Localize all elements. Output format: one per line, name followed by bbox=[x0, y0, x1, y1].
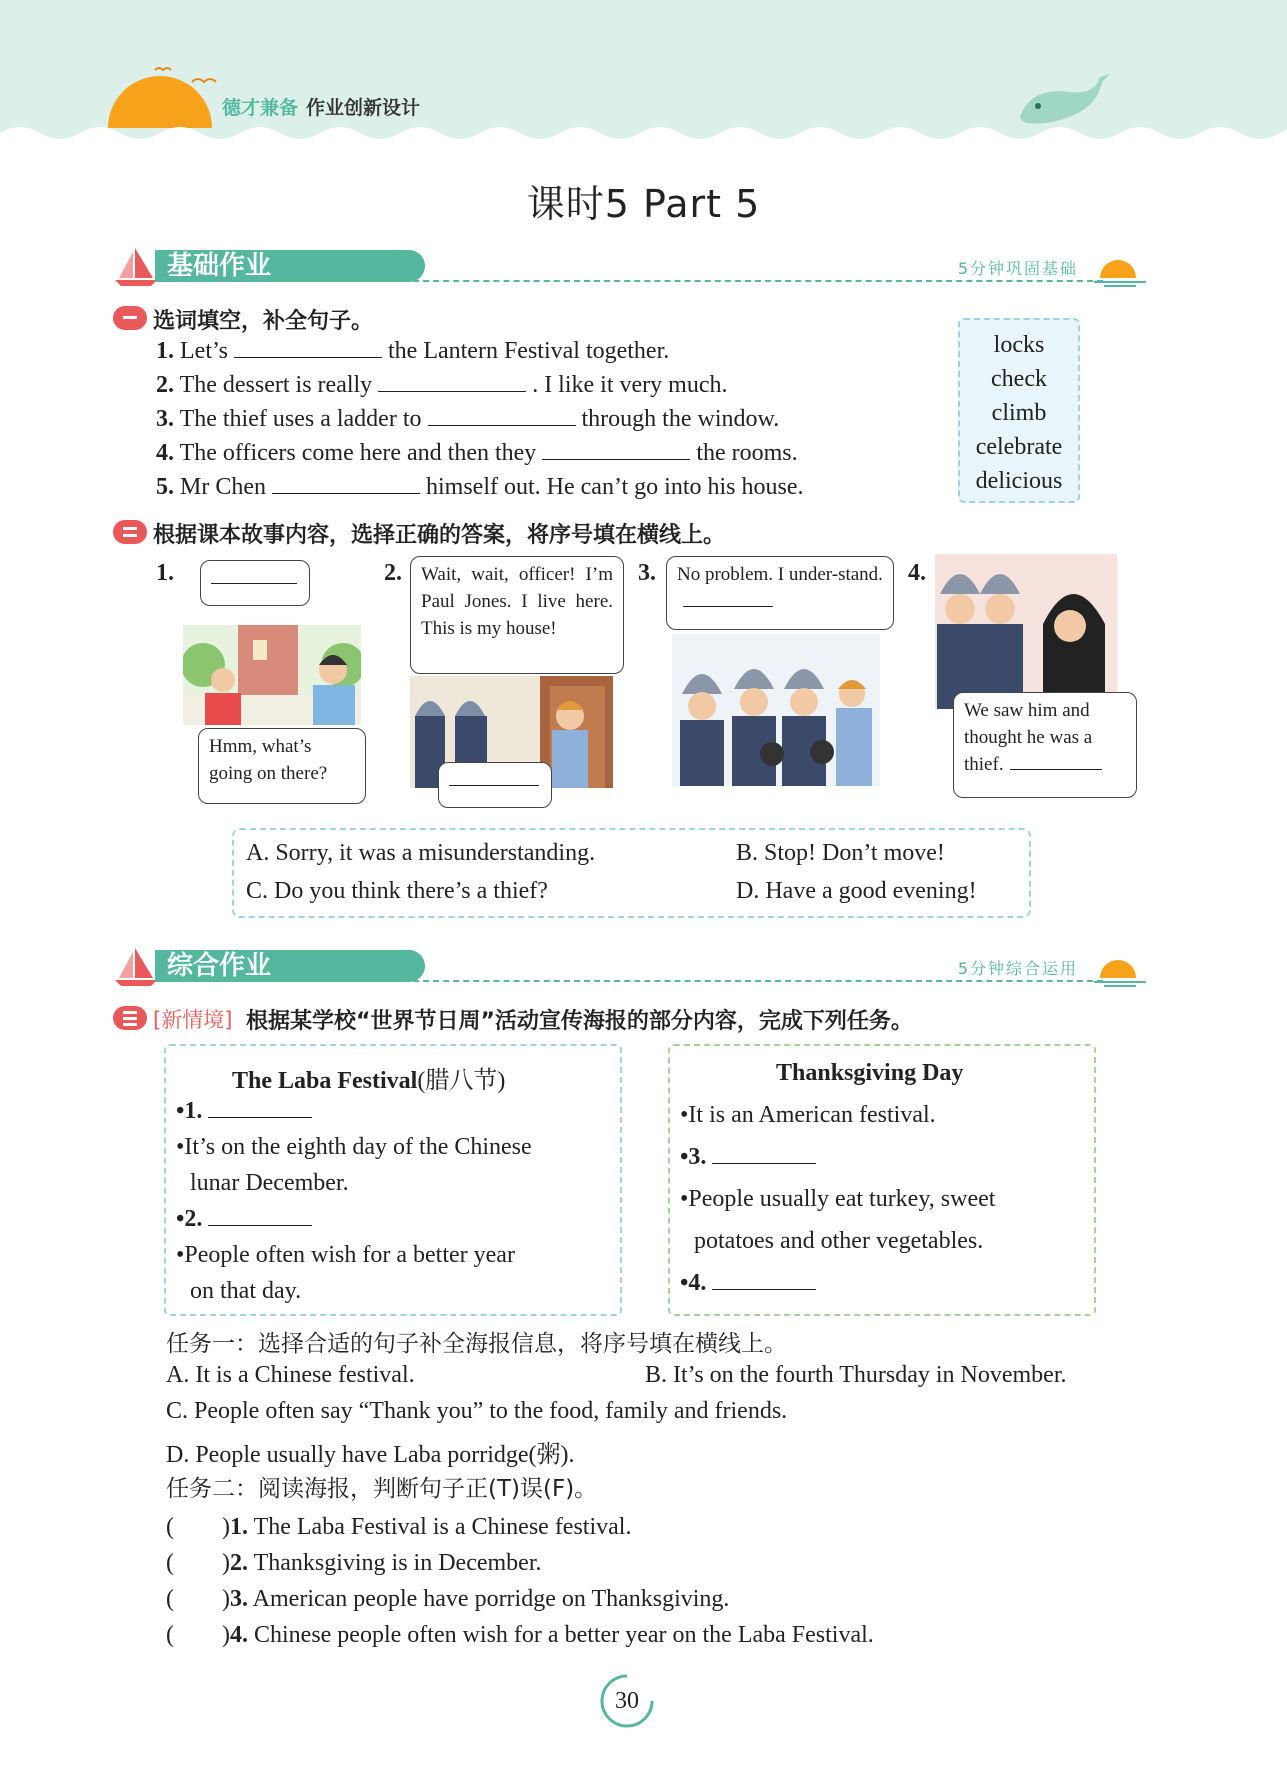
poster-laba bbox=[164, 1044, 622, 1316]
tf-item-3: ( )3. American people have porridge on Thanksgiving. bbox=[166, 1586, 730, 1612]
poster-title: The Laba Festival(腊八节) bbox=[232, 1068, 506, 1094]
poster-line: •People often wish for a better year bbox=[176, 1242, 515, 1268]
poster-line: •It’s on the eighth day of the Chinese bbox=[176, 1134, 532, 1160]
task1-option-d: D. People usually have Laba porridge(粥). bbox=[166, 1442, 575, 1468]
brand-dark: 作业创新设计 bbox=[306, 97, 421, 119]
poster-line: •It is an American festival. bbox=[680, 1102, 936, 1128]
page-number: 30 bbox=[615, 1688, 639, 1714]
dashed-divider bbox=[413, 980, 1103, 982]
q2-heading: 根据课本故事内容，选择正确的答案，将序号填在横线上。 bbox=[153, 523, 726, 548]
q1-item-4: 4. The officers come here and then they the rooms. bbox=[156, 440, 798, 466]
speech-bubble-3: No problem. I under-stand. bbox=[666, 556, 894, 630]
poster-line: •People usually eat turkey, sweet bbox=[680, 1186, 996, 1212]
q1-item-5: 5. Mr Chen himself out. He can’t go into his house. bbox=[156, 474, 804, 500]
comic-panel-1 bbox=[183, 625, 361, 725]
word-item: delicious bbox=[975, 468, 1063, 494]
question-marker-1 bbox=[113, 306, 147, 330]
panel-number: 4. bbox=[908, 560, 926, 586]
speech-bubble-blank bbox=[438, 762, 552, 808]
bird-icon bbox=[190, 72, 220, 92]
task1-option-b: B. It’s on the fourth Thursday in November. bbox=[645, 1362, 1067, 1388]
section-sub: 5分钟巩固基础 bbox=[957, 259, 1078, 278]
comic-panel-3 bbox=[672, 634, 880, 786]
question-marker-2 bbox=[113, 520, 147, 544]
task1-heading: 任务一：选择合适的句子补全海报信息，将序号填在横线上。 bbox=[166, 1331, 787, 1357]
poster-blank-2: •2. bbox=[176, 1206, 318, 1233]
section-banner-comprehensive bbox=[113, 946, 1148, 988]
panel-number: 1. bbox=[156, 560, 174, 586]
comic-panel-4 bbox=[935, 554, 1117, 709]
section-label: 综合作业 bbox=[155, 950, 425, 982]
section-sub: 5分钟综合运用 bbox=[957, 959, 1078, 978]
answer-paren[interactable]: ( ) bbox=[166, 1586, 230, 1612]
poster-blank-1: •1. bbox=[176, 1098, 318, 1125]
answer-blank[interactable] bbox=[449, 767, 539, 786]
option-d: D. Have a good evening! bbox=[736, 878, 977, 904]
poster-line: lunar December. bbox=[190, 1170, 349, 1196]
answer-paren[interactable]: ( ) bbox=[166, 1622, 230, 1648]
speech-bubble-blank bbox=[200, 560, 310, 606]
sun-icon bbox=[1092, 252, 1148, 288]
poster-blank-4: •4. bbox=[680, 1270, 822, 1297]
task1-option-c: C. People often say “Thank you” to the food, family and friends. bbox=[166, 1398, 788, 1424]
answer-blank[interactable] bbox=[272, 475, 420, 494]
speech-bubble-4: We saw him and thought he was a thief. bbox=[953, 692, 1137, 798]
poster-title: Thanksgiving Day bbox=[776, 1060, 964, 1086]
word-item: climb bbox=[991, 400, 1047, 426]
speech-bubble-1: Hmm, what’s going on there? bbox=[198, 728, 366, 804]
page-header bbox=[0, 0, 1287, 150]
options-box bbox=[232, 828, 1031, 918]
brand-title bbox=[222, 93, 420, 120]
panel-number: 3. bbox=[638, 560, 656, 586]
option-b: B. Stop! Don’t move! bbox=[736, 840, 945, 866]
dashed-divider bbox=[413, 280, 1103, 282]
new-context-tag: [新情境] bbox=[153, 1008, 233, 1032]
answer-blank[interactable] bbox=[234, 339, 382, 358]
q1-heading: 选词填空，补全句子。 bbox=[153, 309, 374, 334]
poster-line: on that day. bbox=[190, 1278, 302, 1304]
option-a: A. Sorry, it was a misunderstanding. bbox=[246, 840, 596, 866]
answer-blank[interactable] bbox=[428, 407, 576, 426]
q1-item-1: 1. Let’s the Lantern Festival together. bbox=[156, 338, 670, 364]
poster-thanksgiving bbox=[668, 1044, 1096, 1316]
panel-number: 2. bbox=[384, 560, 402, 586]
answer-blank[interactable] bbox=[542, 441, 690, 460]
word-item: locks bbox=[993, 332, 1045, 358]
question-marker-3 bbox=[113, 1006, 147, 1030]
wave-decoration bbox=[0, 118, 1287, 150]
word-item: celebrate bbox=[975, 434, 1063, 460]
answer-blank[interactable] bbox=[683, 588, 773, 607]
speech-bubble-2: Wait, wait, officer! I’m Paul Jones. I live here. This is my house! bbox=[410, 556, 624, 674]
answer-blank[interactable] bbox=[211, 565, 297, 584]
word-bank bbox=[958, 318, 1080, 503]
option-c: C. Do you think there’s a thief? bbox=[246, 878, 548, 904]
q1-item-3: 3. The thief uses a ladder to through the window. bbox=[156, 406, 780, 432]
tf-item-2: ( )2. Thanksgiving is in December. bbox=[166, 1550, 542, 1576]
answer-paren[interactable]: ( ) bbox=[166, 1550, 230, 1576]
sailboat-icon bbox=[113, 246, 159, 288]
tf-item-1: ( )1. The Laba Festival is a Chinese festival. bbox=[166, 1514, 632, 1540]
brand-green: 德才兼备 bbox=[222, 97, 299, 119]
sailboat-icon bbox=[113, 946, 159, 988]
sun-icon bbox=[1092, 952, 1148, 988]
word-item: check bbox=[991, 366, 1047, 392]
poster-blank-3: •3. bbox=[680, 1144, 822, 1171]
task2-heading: 任务二：阅读海报，判断句子正(T)误(F)。 bbox=[166, 1476, 598, 1502]
section-label: 基础作业 bbox=[155, 250, 425, 282]
q1-item-2: 2. The dessert is really . I like it very much. bbox=[156, 372, 728, 398]
tf-item-4: ( )4. Chinese people often wish for a better year on the Laba Festival. bbox=[166, 1622, 874, 1648]
answer-blank[interactable] bbox=[1010, 751, 1102, 770]
page-title: 课时5 Part 5 bbox=[526, 182, 761, 226]
answer-blank[interactable] bbox=[378, 373, 526, 392]
q3-heading: 根据某学校“世界节日周”活动宣传海报的部分内容，完成下列任务。 bbox=[246, 1009, 913, 1034]
section-banner-basic bbox=[113, 246, 1148, 288]
poster-line: potatoes and other vegetables. bbox=[694, 1228, 984, 1254]
task1-option-a: A. It is a Chinese festival. bbox=[166, 1362, 415, 1388]
answer-paren[interactable]: ( ) bbox=[166, 1514, 230, 1540]
